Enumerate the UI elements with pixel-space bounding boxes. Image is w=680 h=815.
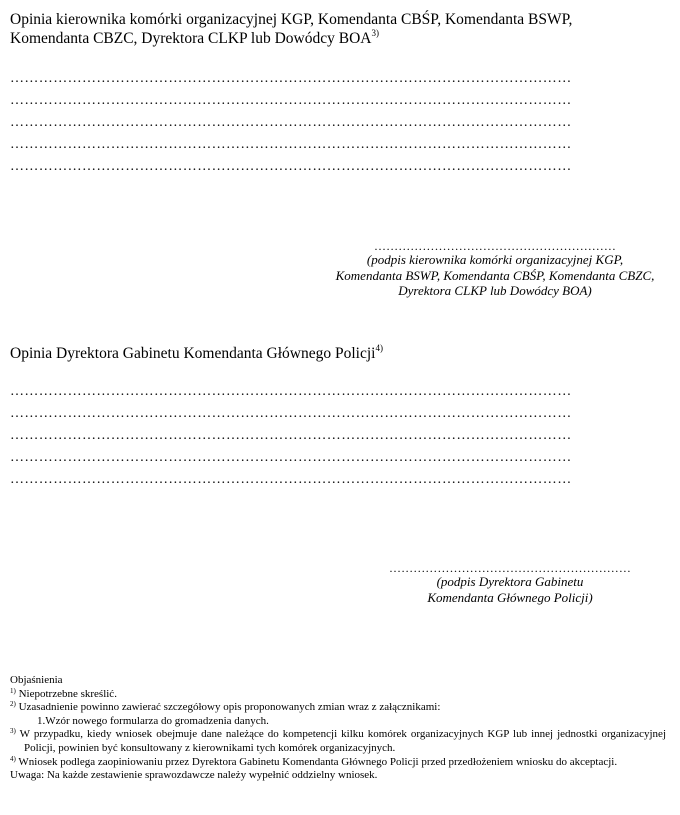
opinion2-dot-line[interactable]: ……………………………………………………………………………………………………… [10, 472, 572, 487]
opinion2-footnote-ref: 4) [375, 343, 383, 353]
opinion1-signature-caption: (podpis kierownika komórki organizacyjnej KGP, [366, 252, 624, 267]
note-3-text: W przypadku, kiedy wniosek obejmuje dane należące do kompetencji kilku komórek organizacyjnych KGP lub innej jednostki organizacyjnej Policji, powinien być konsultowany z kierownikami tych komórek organizacyjnych. [19, 728, 667, 754]
opinion1-text-field[interactable] [10, 68, 665, 178]
opinion2-signature-caption: (podpis Dyrektora Gabinetu [436, 574, 584, 589]
explanatory-notes [10, 674, 666, 783]
note-3-ref: 3) [10, 727, 16, 736]
note-4-text: Wniosek podlega zaopiniowaniu przez Dyrektora Gabinetu Komendanta Głównego Policji przed przedłożeniem wniosku do akceptacji. [18, 755, 618, 768]
opinion2-signature-caption: Komendanta Głównego Policji) [427, 589, 593, 605]
opinion1-heading-line1: Opinia kierownika komórki organizacyjnej KGP, Komendanta CBŚP, Komendanta BSWP, [10, 11, 573, 28]
notes-warning: Uwaga: Na każde zestawienie sprawozdawcze należy wypełnić oddzielny wniosek. [10, 769, 378, 782]
note-2-item: 1.Wzór nowego formularza do gromadzenia danych. [37, 714, 269, 727]
opinion1-signature-line[interactable]: …………………………………………………… [374, 239, 616, 253]
opinion2-signature-line[interactable]: …………………………………………………… [389, 561, 631, 575]
opinion1-heading [10, 10, 650, 48]
opinion2-dot-line[interactable]: ……………………………………………………………………………………………………… [10, 406, 572, 421]
note-4-ref: 4) [10, 754, 16, 763]
opinion1-signature-block [330, 240, 660, 299]
note-2-ref: 2) [10, 700, 16, 709]
opinion1-dot-line[interactable]: ……………………………………………………………………………………………………… [10, 137, 572, 152]
opinion2-signature-block [355, 562, 665, 605]
note-3 [10, 728, 666, 755]
note-2-text: Uzasadnienie powinno zawierać szczegółowy opis proponowanych zmian wraz z załącznikami: [18, 701, 441, 714]
opinion1-dot-line[interactable]: ……………………………………………………………………………………………………… [10, 93, 572, 108]
note-4 [10, 756, 666, 770]
notes-title: Objaśnienia [10, 674, 63, 686]
opinion1-signature-caption: Dyrektora CLKP lub Dowódcy BOA) [398, 283, 592, 298]
opinion1-heading-line2: Komendanta CBZC, Dyrektora CLKP lub Dowódcy BOA [10, 30, 372, 47]
opinion1-dot-line[interactable]: ……………………………………………………………………………………………………… [10, 71, 572, 86]
opinion1-signature-caption: Komendanta BSWP, Komendanta CBŚP, Komendanta CBZC, [335, 267, 655, 283]
opinion1-dot-line[interactable]: ……………………………………………………………………………………………………… [10, 115, 572, 130]
opinion2-dot-line[interactable]: ……………………………………………………………………………………………………… [10, 384, 572, 399]
opinion2-text-field[interactable] [10, 381, 665, 491]
note-1-ref: 1) [10, 686, 16, 695]
opinion2-dot-line[interactable]: ……………………………………………………………………………………………………… [10, 450, 572, 465]
opinion1-footnote-ref: 3) [371, 28, 379, 38]
note-1-text: Niepotrzebne skreślić. [18, 687, 117, 700]
opinion1-dot-line[interactable]: ……………………………………………………………………………………………………… [10, 159, 572, 174]
opinion2-heading [10, 344, 650, 363]
opinion2-dot-line[interactable]: ……………………………………………………………………………………………………… [10, 428, 572, 443]
opinion2-heading-text: Opinia Dyrektora Gabinetu Komendanta Głównego Policji [10, 345, 376, 362]
note-2 [10, 701, 666, 715]
note-1 [10, 688, 666, 702]
